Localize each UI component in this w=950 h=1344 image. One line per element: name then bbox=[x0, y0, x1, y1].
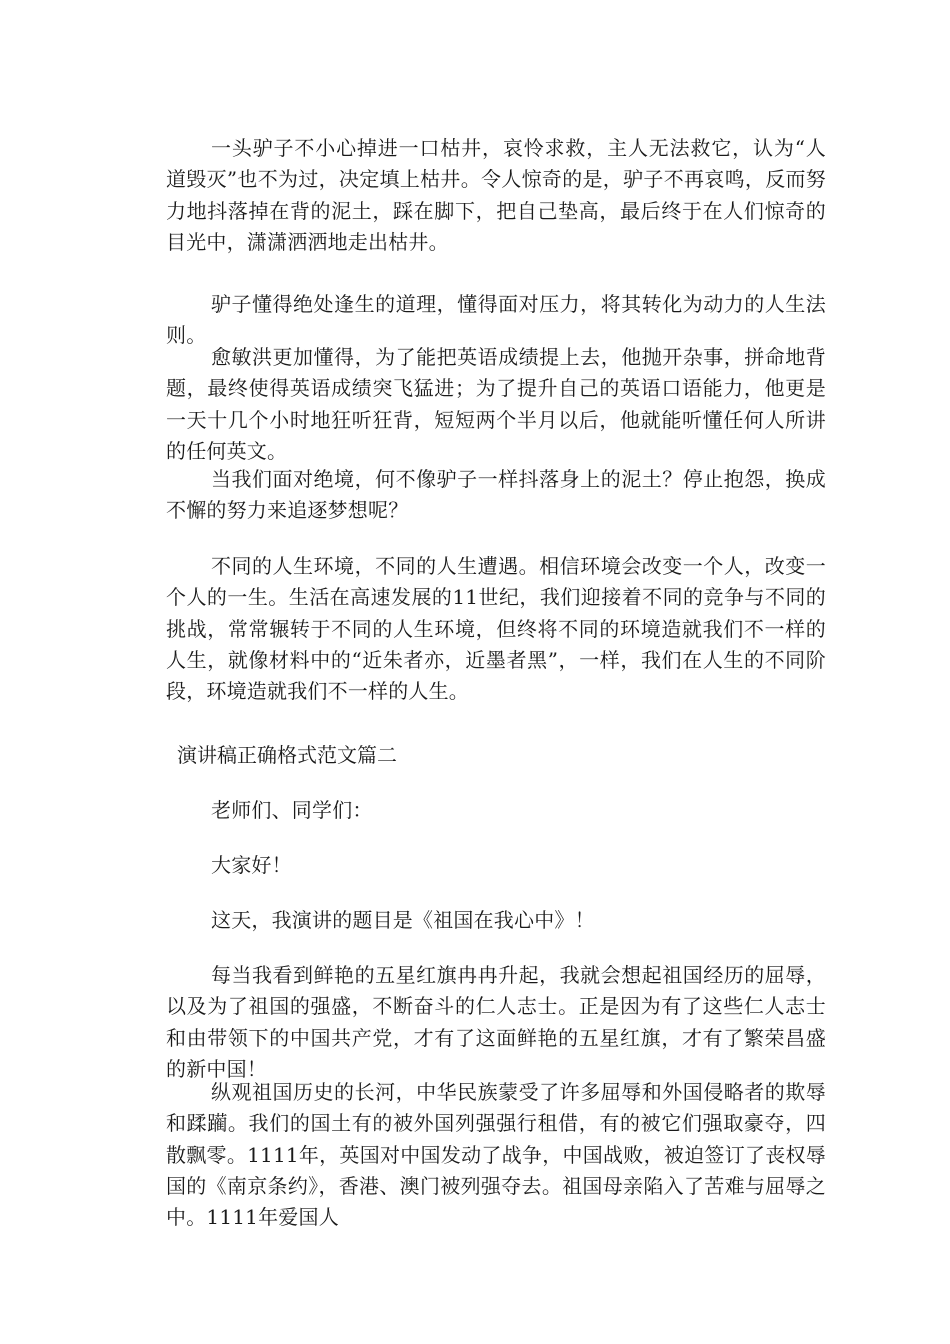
speech-topic: 这天，我演讲的题目是《祖国在我心中》！ bbox=[211, 908, 595, 932]
paragraph-facing-adversity: 当我们面对绝境，何不像驴子一样抖落身上的泥土？停止抱怨，换成不懈的努力来追逐梦想呢？ bbox=[166, 467, 826, 523]
section-title: 演讲稿正确格式范文篇二 bbox=[177, 743, 397, 767]
speech-history-paragraph: 纵观祖国历史的长河，中华民族蒙受了许多屈辱和外国侵略者的欺辱和蹂躏。我们的国土有的被外国列强强行租借，有的被它们强取豪夺，四散飘零。1111年，英国对中国发动了战争，中国战败，被迫签订了丧权辱国的《南京条约》，香港、澳门被列强夺去。祖国母亲陷入了苦难与屈辱之中。1111年爱国人 bbox=[166, 1080, 826, 1230]
paragraph-donkey-lesson: 驴子懂得绝处逢生的道理，懂得面对压力，将其转化为动力的人生法则。 bbox=[166, 292, 826, 348]
speech-flag-paragraph: 每当我看到鲜艳的五星红旗冉冉升起，我就会想起祖国经历的屈辱，以及为了祖国的强盛，不断奋斗的仁人志士。正是因为有了这些仁人志士和由带领下的中国共产党，才有了这面鲜艳的五星红旗，才有了繁荣昌盛的新中国！ bbox=[166, 963, 826, 1081]
paragraph-donkey-story: 一头驴子不小心掉进一口枯井，哀怜求救，主人无法救它，认为“人道毁灭”也不为过，决定填上枯井。令人惊奇的是，驴子不再哀鸣，反而努力地抖落掉在背的泥土，踩在脚下，把自己垫高，最后终于在人们惊奇的目光中，潇潇洒洒地走出枯井。 bbox=[166, 136, 826, 254]
speech-salutation: 老师们、同学们： bbox=[211, 798, 373, 822]
paragraph-yu-minhong: 愈敏洪更加懂得，为了能把英语成绩提上去，他抛开杂事，拼命地背题，最终使得英语成绩突飞猛进；为了提升自己的英语口语能力，他更是一天十几个小时地狂听狂背，短短两个半月以后，他就能听懂任何人所讲的任何英文。 bbox=[166, 345, 826, 463]
speech-greeting: 大家好！ bbox=[211, 853, 292, 877]
paragraph-environment: 不同的人生环境，不同的人生遭遇。相信环境会改变一个人，改变一个人的一生。生活在高速发展的11世纪，我们迎接着不同的竞争与不同的挑战，常常辗转于不同的人生环境，但终将不同的环境造就我们不一样的人生，就像材料中的“近朱者亦，近墨者黑”，一样，我们在人生的不同阶段，环境造就我们不一样的人生。 bbox=[166, 554, 826, 704]
